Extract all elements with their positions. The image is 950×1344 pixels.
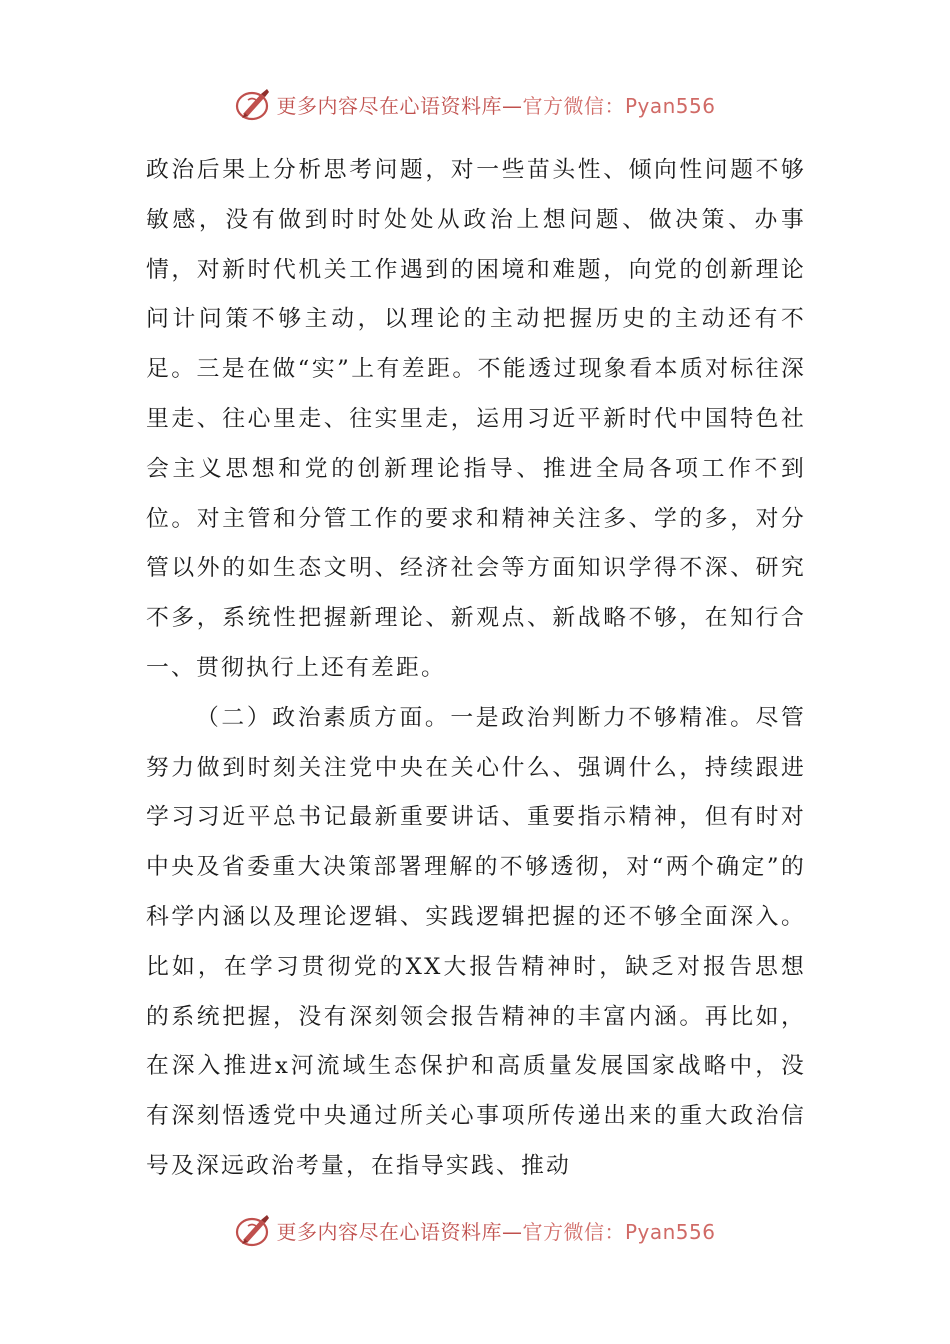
banner-site-text: 更多内容尽在心语资料库— bbox=[276, 1219, 523, 1244]
banner-text bbox=[276, 1216, 715, 1245]
pen-nib-seal-icon bbox=[234, 1210, 274, 1250]
pen-nib-seal-icon bbox=[234, 84, 274, 124]
body-paragraph: （二）政治素质方面。一是政治判断力不够精准。尽管努力做到时刻关注党中央在关心什么、强调什么，持续跟进学习习近平总书记最新重要讲话、重要指示精神，但有时对中央及省委重大决策部署理解的不够透彻，对“两个确定”的科学内涵以及理论逻辑、实践逻辑把握的还不够全面深入。比如，在学习贯彻党的XX大报告精神时，缺乏对报告思想的系统把握，没有深刻领会报告精神的丰富内涵。再比如，在深入推进x河流域生态保护和高质量发展国家战略中，没有深刻悟透党中央通过所关心事项所传递出来的重大政治信号及深远政治考量，在指导实践、推动 bbox=[146, 704, 806, 1179]
banner-site-text: 更多内容尽在心语资料库— bbox=[276, 93, 523, 118]
document-body bbox=[146, 146, 806, 1192]
footer-banner bbox=[0, 1206, 950, 1254]
header-banner bbox=[0, 80, 950, 128]
body-paragraph: 政治后果上分析思考问题，对一些苗头性、倾向性问题不够敏感，没有做到时时处处从政治上想问题、做决策、办事情，对新时代机关工作遇到的困境和难题，向党的创新理论问计问策不够主动，以理论的主动把握历史的主动还有不足。三是在做“实”上有差距。不能透过现象看本质对标往深里走、往心里走、往实里走，运用习近平新时代中国特色社会主义思想和党的创新理论指导、推进全局各项工作不到位。对主管和分管工作的要求和精神关注多、学的多，对分管以外的如生态文明、经济社会等方面知识学得不深、研究不多，系统性把握新理论、新观点、新战略不够，在知行合一、贯彻执行上还有差距。 bbox=[146, 157, 806, 681]
banner-wechat-text: 官方微信：Pyan556 bbox=[522, 1219, 716, 1244]
banner-wechat-text: 官方微信：Pyan556 bbox=[522, 93, 716, 118]
banner-text bbox=[276, 90, 715, 119]
